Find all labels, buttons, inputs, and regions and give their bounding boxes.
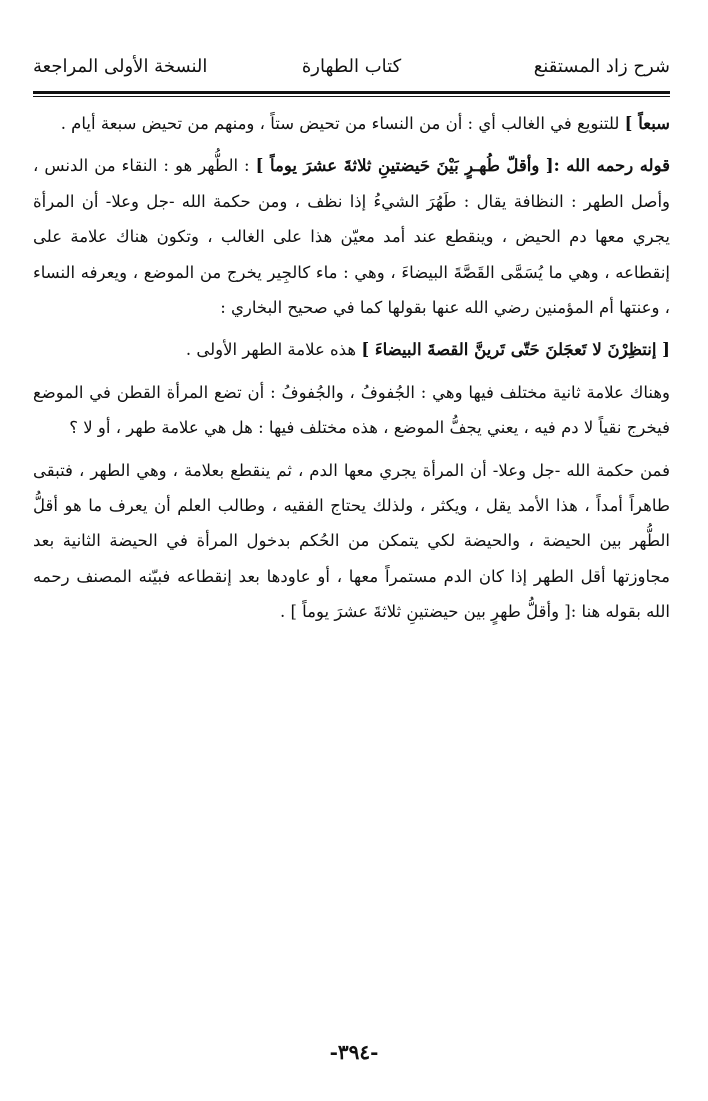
page-number: -٣٩٤- xyxy=(329,1040,379,1064)
running-header xyxy=(33,56,670,90)
paragraph-2-text: : الطُّهر هو : النقاء من الدنس ، وأصل الطهر : النظافة يقال : طَهُرَ الشيءُ إذا نظف ، ومن حكمة الله -جل وعلا- أن المرأة يجري معها دم الحيض ، وينقطع عند أمد معيّن هذا على الغالب ، وتكون هناك علامة على إنقطاعه ، وهي ما يُسَمَّى القَصَّةَ البيضاءَ ، وهي : ماء كالجِير يخرج من الموضع ، ويعرفه النساء ، وعنتها أم المؤمنين رضي الله عنها بقولها كما في صحيح البخاري : xyxy=(33,156,670,318)
paragraph-5 xyxy=(33,453,670,630)
paragraph-3 xyxy=(33,332,670,367)
header-rule-thin xyxy=(33,96,670,97)
paragraph-1 xyxy=(33,106,670,141)
paragraph-5-text: فمن حكمة الله -جل وعلا- أن المرأة يجري معها الدم ، ثم ينقطع بعلامة ، وهي الطهر ، فتبقى طاهراً أمداً ، هذا الأمد يقل ، ويكثر ، ولذلك يحتاج الفقيه ، وطالب العلم أن يعرف ما هو أقلُّ الطُّهر بين الحيضة ، والحيضة لكي يتمكن من الحُكم بدخول المرأة في الحيضة الثانية بعد مجاوزتها أقل الطهر إذا كان الدم مستمراً معها ، أو عاودها بعد إنقطاعه فبيّنه المصنف رحمه الله بقوله هنا :[ وأقلُّ طهرٍ بين حيضتينِ ثلاثةَ عشرَ يوماً ] . xyxy=(33,460,670,622)
paragraph-4 xyxy=(33,375,670,446)
paragraph-3-text: هذه علامة الطهر الأولى . xyxy=(185,340,357,360)
paragraph-2 xyxy=(33,148,670,325)
paragraph-1-text: للتنويع في الغالب أي : أن من النساء من تحيض ستاً ، ومنهم من تحيض سبعة أيام . xyxy=(60,114,620,133)
header-edition-label: النسخة الأولى المراجعة xyxy=(33,56,208,77)
body-text xyxy=(33,106,670,637)
paragraph-4-text: وهناك علامة ثانية مختلف فيها وهي : الجُفوفُ ، والجُفوفُ : أن تضع المرأة القطن في الموضع فيخرج نقياً لا دم فيه ، يعني يجفُّ الموضع ، هذه مختلف فيها : هل هي علامة طهر ، أو لا ؟ xyxy=(33,382,670,438)
header-chapter-title: كتاب الطهارة xyxy=(301,56,402,77)
paragraph-1-lead: سبعاً ] xyxy=(624,114,670,133)
header-rule-thick xyxy=(33,91,670,94)
header-book-title: شرح زاد المستقنع xyxy=(533,56,670,77)
paragraph-2-lead: قوله رحمه الله :[ وأقلّ طُهـرٍ بَيْنَ حَيضتينِ ثلاثةَ عشرَ يوماً ] xyxy=(255,156,670,176)
paragraph-3-lead: [ إنتظِرْنَ لا تَعجَلنَ حَتّى تَرينَّ القصةَ البيضاءَ ] xyxy=(361,340,670,360)
